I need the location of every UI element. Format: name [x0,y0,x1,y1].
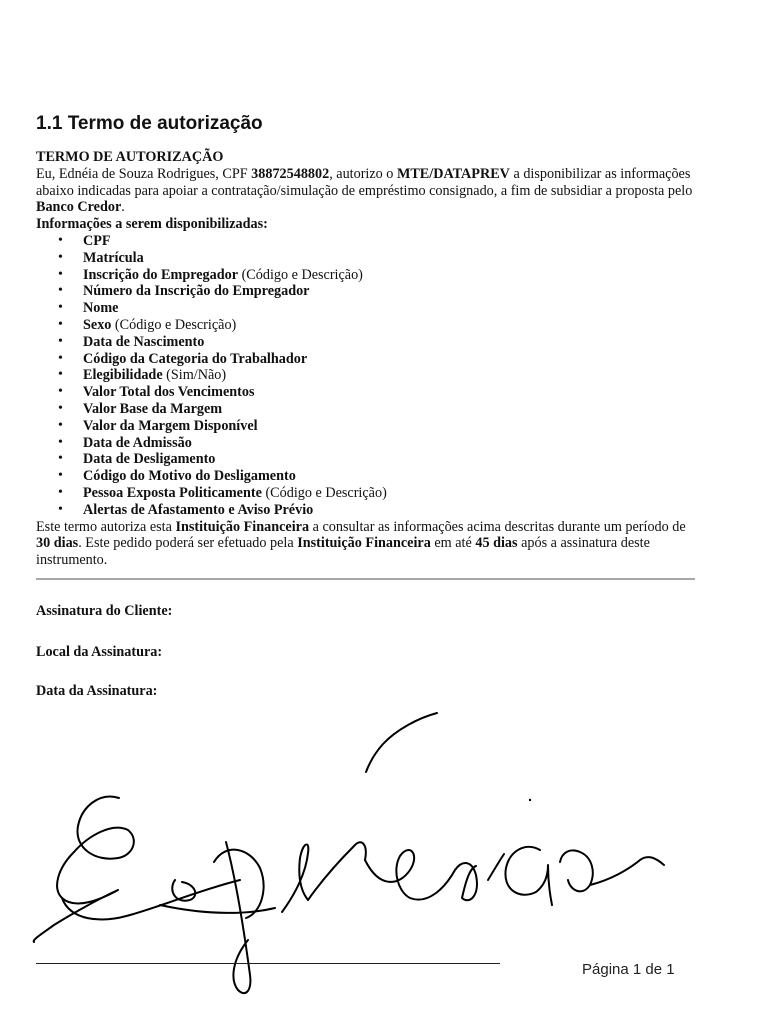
entity-name: MTE/DATAPREV [396,165,510,182]
list-item: • Pessoa Exposta Politicamente (Código e Descrição) [36,485,696,502]
list-item: • Código da Categoria do Trabalhador [36,351,696,368]
list-item: • Data de Desligamento [36,451,696,468]
signature-place-label: Local da Assinatura: [36,644,163,660]
list-item: • CPF [36,233,696,250]
list-item: • Sexo (Código e Descrição) [36,317,696,334]
list-item: • Valor da Margem Disponível [36,418,696,435]
list-item: • Elegibilidade (Sim/Não) [36,367,696,384]
list-item: • Nome [36,300,696,317]
bank-name: Banco Credor [36,199,122,216]
list-item: • Valor Base da Margem [36,401,696,418]
intro-paragraph: Eu, Ednéia de Souza Rodrigues, CPF 38872548802, autorizo o MTE/DATAPREV a disponibilizar as informações abaixo indicadas para apoiar a contratação/simulação de empréstimo consignado, a fim de subsidiar a proposta pelo Banco Credor. [36,165,693,216]
list-heading: Informações a serem disponibilizadas: [36,216,268,233]
footer-line [36,963,500,964]
page-number: Página 1 de 1 [582,961,675,978]
list-item: • Matrícula [36,250,696,267]
term-heading: TERMO DE AUTORIZAÇÃO [36,149,224,165]
list-item: • Alertas de Afastamento e Aviso Prévio [36,502,696,519]
list-item: • Código do Motivo do Desligamento [36,468,696,485]
list-item: • Número da Inscrição do Empregador [36,283,696,300]
signature-date-label: Data da Assinatura: [36,683,158,699]
section-title: 1.1 Termo de autorização [36,113,263,134]
list-item: • Valor Total dos Vencimentos [36,384,696,401]
list-item: • Data de Nascimento [36,334,696,351]
list-item: • Data de Admissão [36,435,696,452]
closing-paragraph: Este termo autoriza esta Instituição Financeira a consultar as informações acima descritas durante um período de 30 dias. Este pedido poderá ser efetuado pela Instituição Financeira em até 45 dias após a assinatura deste instrumento. [36,518,686,569]
cpf-value: 38872548802 [251,165,330,182]
list-item: • Inscrição do Empregador (Código e Descrição) [36,267,696,284]
client-signature-label: Assinatura do Cliente: [36,603,173,619]
